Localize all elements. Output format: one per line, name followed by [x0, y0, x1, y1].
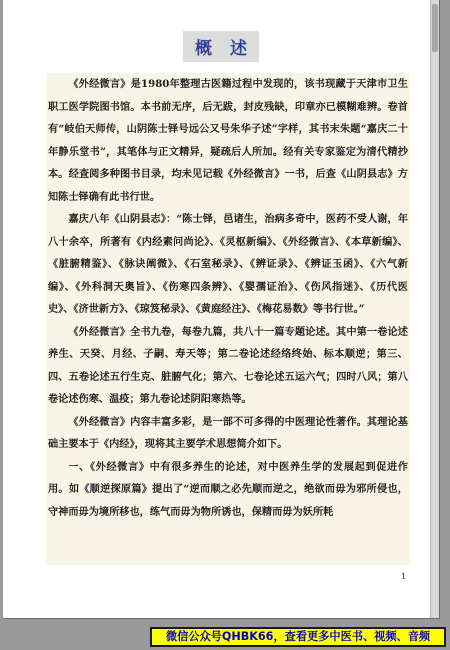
paragraph-2: 嘉庆八年《山阴县志》：“陈士铎，邑诸生，治病多奇中，医药不受人谢，年八十余卒，所著有《内经素问尚论》、《灵枢新编》、《外经微言》、《本草新编》、《脏腑精鉴》、《脉诀阐微》、《石室秘录》、《辨证录》、《辨证玉函》、《六气新编》、《外科洞天奥旨》、《伤寒四条辨》、《婴孺证治》、《伤风指迷》、《历代医史》、《济世新方》、《琼笈秘录》、《黄庭经注》、《梅花易数》等书行世。” [48, 213, 408, 315]
paragraph-3: 《外经微言》全书九卷，每卷九篇，共八十一篇专题论述。其中第一卷论述养生、天癸、月经、子嗣、寿天等；第二卷论述经络终始、标本顺逆；第三、四、五卷论述五行生克、脏腑气化；第六、七卷论述五运六气；四时八风；第八卷论述伤寒、温疫；第九卷论述阴阳寒热等。 [48, 325, 408, 405]
page-title: 概 述 [183, 31, 259, 62]
scrollbar-thumb[interactable] [432, 4, 438, 52]
page-title-wrap [3, 31, 439, 62]
paragraph-1: 《外经微言》是1980年整理古医籍过程中发现的，该书现藏于天津市卫生职工医学院图书馆。本书前无序，后无跋，封皮残缺，印章亦已模糊难辨。卷首有“岐伯天师传，山阴陈士铎号远公又号朱华子述”字样，其书末朱题“嘉庆二十年静乐堂书”，其笔体与正文精异，疑疏后人所加。经有关专家鉴定为清代精抄本。经查阅多种图书目录，均未见记载《外经微言》一书，后查《山阴县志》方知陈士铎确有此书行世。 [48, 78, 408, 203]
document-page [3, 0, 440, 619]
document-body [46, 73, 410, 565]
wechat-banner[interactable]: 微信公众号QHBK66，查看更多中医书、视频、音频 [150, 627, 446, 647]
page-number: 1 [401, 572, 407, 581]
paragraph-4: 《外经微言》内容丰富多彩，是一部不可多得的中医理论性著作。其理论基础主要本于《内经》，现将其主要学术思想简介如下。 [48, 415, 408, 450]
vertical-scrollbar[interactable] [430, 0, 439, 618]
paragraph-5: 一、《外经微言》中有很多养生的论述，对中医养生学的发展起到促进作用。如《顺逆探原篇》提出了“逆而顺之必先顺而逆之，绝欲而毋为邪所侵也，守神而毋为境所移也，练气而毋为物所诱也，保精而毋为妖所耗 [48, 460, 408, 518]
